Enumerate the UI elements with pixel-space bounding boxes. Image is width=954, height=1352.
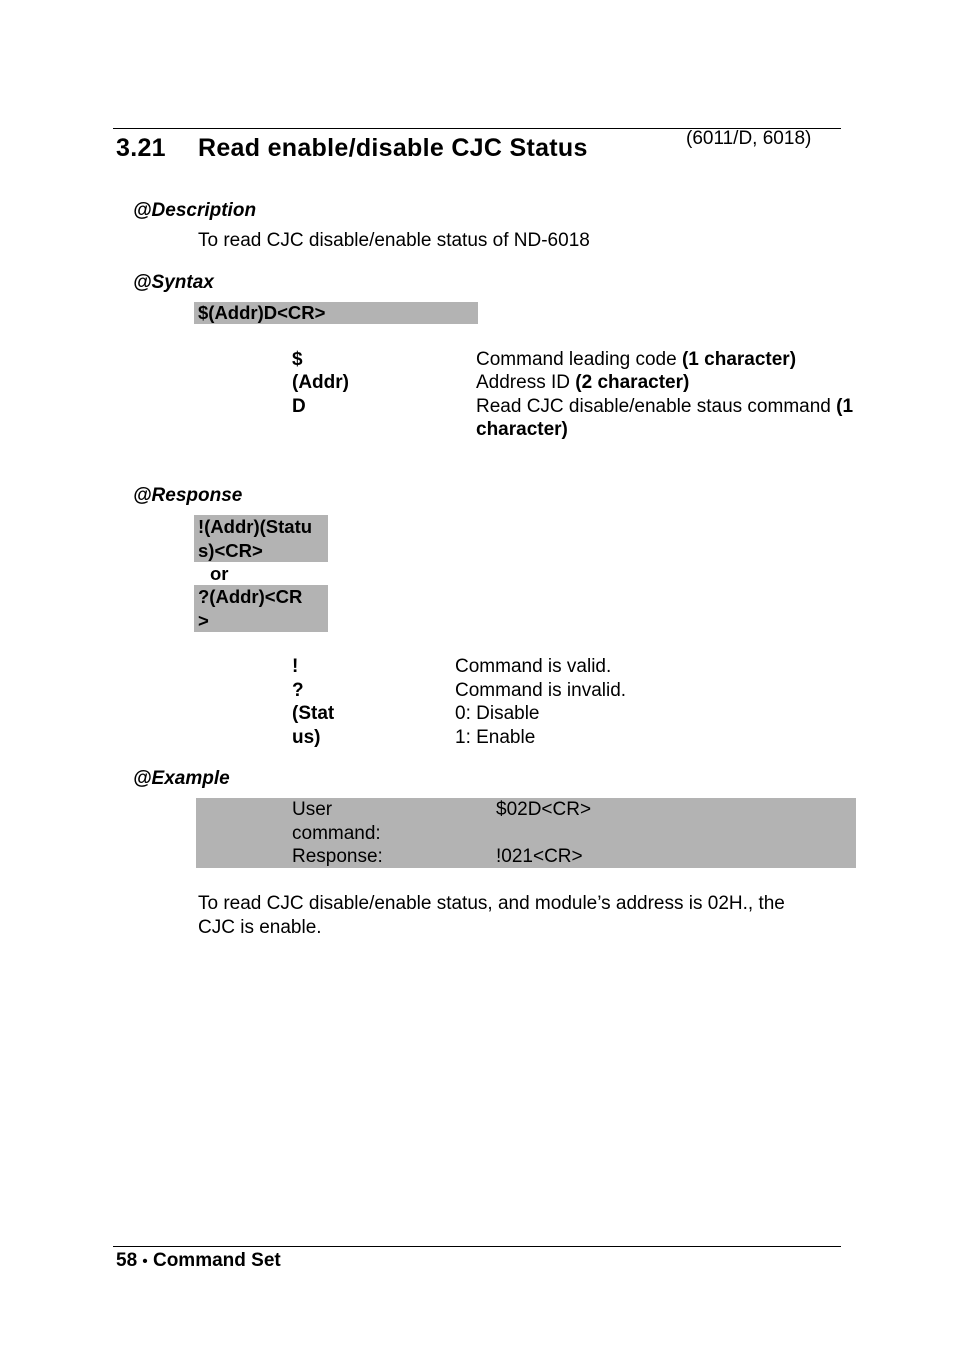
example-user-label-line1: User: [292, 799, 333, 820]
example-note-line2: CJC is enable.: [198, 916, 322, 938]
syntax-param-desc: [476, 395, 853, 419]
response-or-label: or: [210, 563, 229, 584]
response-valid-line2: s)<CR>: [198, 539, 263, 561]
syntax-param-desc: [476, 348, 796, 372]
models-label: (6011/D, 6018): [686, 128, 812, 149]
response-item-term: us): [292, 727, 321, 748]
response-item-term: (Stat: [292, 703, 335, 724]
param-desc-text: Read CJC disable/enable staus command: [476, 396, 837, 417]
section-number: 3.21: [116, 134, 166, 162]
example-response-label: Response:: [292, 846, 383, 867]
description-text: To read CJC disable/enable status of ND-6018: [198, 230, 590, 251]
footer-chapter: Command Set: [152, 1250, 281, 1271]
syntax-heading: @Syntax: [133, 272, 214, 293]
example-note: [198, 892, 785, 939]
page-footer: [116, 1250, 281, 1272]
example-note-line1: To read CJC disable/enable status, and module’s address is 02H., the: [198, 893, 785, 914]
syntax-param-term: $: [292, 349, 303, 370]
example-user-label-line2: command:: [292, 822, 381, 844]
param-desc-bold: (1 character): [681, 349, 797, 370]
page-number: 58: [116, 1250, 138, 1271]
response-heading: @Response: [133, 485, 243, 506]
response-item-desc: Command is invalid.: [455, 680, 627, 701]
footer-bullet: •: [142, 1253, 148, 1270]
syntax-param-term: D: [292, 396, 306, 417]
param-desc-bold: (1: [836, 396, 854, 417]
response-invalid-box: [194, 585, 328, 632]
response-item-desc: 0: Disable: [455, 703, 540, 724]
param-desc-bold: (2 character): [575, 372, 690, 393]
syntax-command-box: $(Addr)D<CR>: [194, 302, 478, 324]
response-valid-line1: !(Addr)(Statu: [198, 516, 313, 537]
response-item-term: ?: [292, 680, 304, 701]
param-desc-text: Command leading code: [476, 349, 682, 370]
param-desc-text: Address ID: [476, 372, 576, 393]
example-heading: @Example: [133, 768, 230, 789]
section-title-text: Read enable/disable CJC Status: [198, 134, 588, 162]
description-heading: @Description: [133, 200, 257, 221]
example-response-value: !021<CR>: [496, 846, 583, 867]
syntax-param-term: (Addr): [292, 372, 349, 393]
syntax-param-desc: [476, 371, 689, 395]
syntax-param-desc-cont: character): [476, 419, 568, 440]
footer-rule: [113, 1246, 841, 1247]
response-valid-box: [194, 515, 328, 562]
section-title: [116, 134, 588, 163]
response-item-desc: 1: Enable: [455, 727, 536, 748]
response-item-term: !: [292, 656, 299, 677]
example-user-label: [292, 798, 381, 845]
response-invalid-line2: >: [198, 609, 209, 631]
example-user-value: $02D<CR>: [496, 799, 592, 820]
response-item-desc: Command is valid.: [455, 656, 612, 677]
response-invalid-line1: ?(Addr)<CR: [198, 586, 303, 607]
